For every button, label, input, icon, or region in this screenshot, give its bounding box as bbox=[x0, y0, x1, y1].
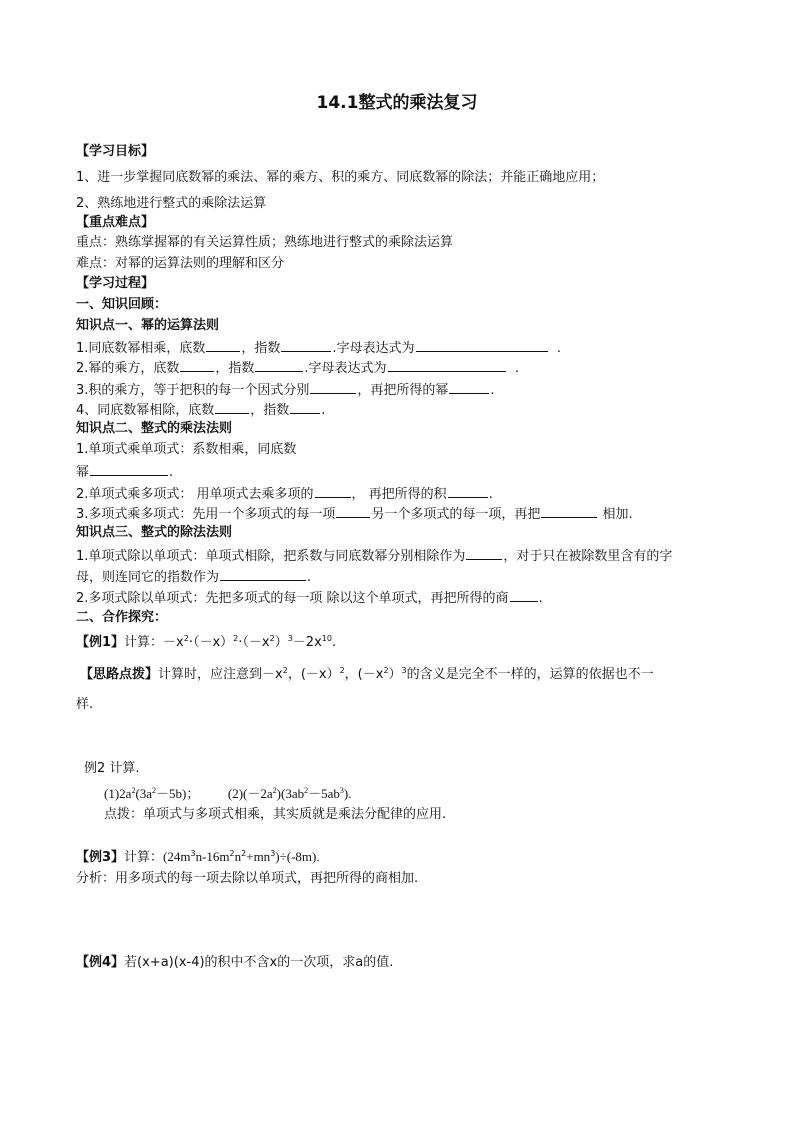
k2-heading: 知识点二、整式的乘法法则 bbox=[76, 421, 233, 436]
answer-blank[interactable] bbox=[541, 504, 597, 518]
k3-line-1-cont: 母，则连同它的指数作为 . bbox=[76, 567, 311, 587]
example-2-heading: 例2 计算. bbox=[84, 761, 140, 776]
example-2-parts: $(1)2a^2(3a^2-5b)$； $(2)(-2a^2)(3ab^2-5ab^3)$. bbox=[104, 786, 352, 801]
answer-blank[interactable] bbox=[336, 504, 370, 518]
example-4: 【例4】若(x+a)(x-4)的积中不含x的一次项，求a的值. bbox=[76, 955, 394, 970]
goal-item-2: 2、熟练地进行整式的乘除法运算 bbox=[76, 196, 267, 211]
answer-blank[interactable] bbox=[206, 338, 240, 352]
k1-line-2: 2.幂的乘方，底数 ，指数 .字母表达式为 . bbox=[76, 358, 519, 378]
example-3: 【例3】计算：$(24m^3n-16m^2n^2+mn^3)\div(-8m)$. bbox=[76, 849, 320, 865]
k2-line-3: 3.多项式乘多项式：先用一个多项式的每一项 另一个多项式的每一项，再把 相加. bbox=[76, 504, 633, 524]
example-3-analysis: 分析：用多项式的每一项去除以单项式，再把所得的商相加. bbox=[76, 871, 419, 886]
answer-blank[interactable] bbox=[180, 358, 214, 372]
answer-blank[interactable] bbox=[220, 567, 306, 581]
k3-heading: 知识点三、整式的除法法则 bbox=[76, 525, 233, 540]
goal-item-1: 1、进一步掌握同底数幂的乘法、幂的乘方、积的乘方、同底数幂的除法；并能正确地应用； bbox=[76, 170, 605, 185]
answer-blank[interactable] bbox=[510, 588, 538, 602]
page-title: 14.1整式的乘法复习 bbox=[316, 93, 478, 113]
hint-1-cont: 样. bbox=[76, 697, 94, 712]
answer-blank[interactable] bbox=[466, 546, 502, 560]
hard-point: 难点：对幂的运算法则的理解和区分 bbox=[76, 256, 285, 271]
k1-heading: 知识点一、幂的运算法则 bbox=[76, 318, 220, 333]
answer-blank[interactable] bbox=[255, 358, 303, 372]
answer-blank[interactable] bbox=[281, 338, 331, 352]
answer-blank[interactable] bbox=[449, 380, 489, 394]
focus-heading: 【重点难点】 bbox=[76, 215, 155, 230]
answer-blank[interactable] bbox=[388, 358, 506, 372]
k3-line-1: 1.单项式除以单项式：单项式相除，把系数与同底数幂分别相除作为 ，对于只在被除数里含有的字 bbox=[76, 546, 672, 566]
k2-line-2: 2.单项式乘多项式： 用单项式去乘多项的 ， 再把所得的积 . bbox=[76, 484, 493, 504]
example-1: 【例1】计算：$-x^2\cdot(-x)^2\cdot(-x^2)^3-2x^{10}$. bbox=[76, 634, 337, 650]
k2-line-1-cont: 幂 . bbox=[76, 462, 173, 482]
goals-heading: 【学习目标】 bbox=[76, 144, 155, 159]
k1-line-4: 4、同底数幂相除，底数 ，指数 . bbox=[76, 400, 325, 420]
review-heading: 一、知识回顾： bbox=[76, 297, 168, 312]
answer-blank[interactable] bbox=[90, 462, 168, 476]
answer-blank[interactable] bbox=[448, 484, 488, 498]
answer-blank[interactable] bbox=[310, 380, 356, 394]
hint-1: 【思路点拨】计算时，应注意到$-x^2$，(－x）$^2$，$(-x^2)^3$的含义是完全不一样的，运算的依据也不一 bbox=[80, 666, 654, 682]
answer-blank[interactable] bbox=[290, 400, 320, 414]
answer-blank[interactable] bbox=[416, 338, 548, 352]
explore-heading: 二、合作探究： bbox=[76, 610, 168, 625]
process-heading: 【学习过程】 bbox=[76, 276, 155, 291]
key-point: 重点：熟练掌握幂的有关运算性质；熟练地进行整式的乘除法运算 bbox=[76, 235, 454, 250]
k3-line-2: 2.多项式除以单项式：先把多项式的每一项 除以这个单项式，再把所得的商 . bbox=[76, 588, 543, 608]
example-2-tip: 点拨：单项式与多项式相乘，其实质就是乘法分配律的应用. bbox=[104, 807, 447, 822]
answer-blank[interactable] bbox=[215, 400, 249, 414]
k1-line-3: 3.积的乘方，等于把积的每一个因式分别 ，再把所得的幂 . bbox=[76, 380, 495, 400]
k2-line-1: 1.单项式乘单项式：系数相乘，同底数 bbox=[76, 442, 297, 457]
k1-line-1: 1.同底数幂相乘，底数 ，指数 .字母表达式为 . bbox=[76, 338, 561, 358]
answer-blank[interactable] bbox=[315, 484, 351, 498]
